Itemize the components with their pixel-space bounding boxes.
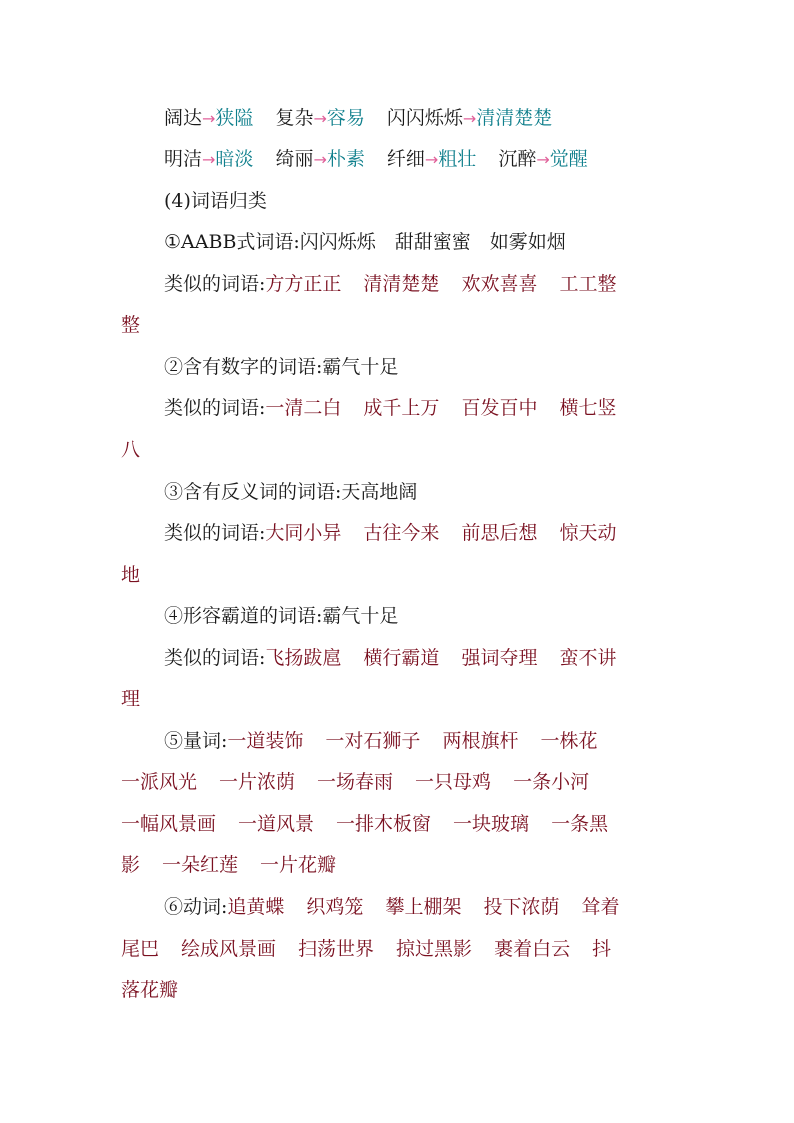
similar-word: 方方正正: [265, 273, 342, 295]
section-3-wrap: [121, 563, 681, 587]
measure-word: 一派风光: [121, 771, 198, 793]
word: 明洁: [164, 148, 203, 170]
measure-word: 一只母鸡: [415, 771, 492, 793]
similar-word: 大同小异: [265, 522, 342, 544]
similar-word: 蛮不讲: [559, 647, 617, 669]
similar-word: 横七竖: [559, 397, 617, 419]
measure-word: 一朵红莲: [162, 854, 239, 876]
section-2-similar: [164, 396, 684, 420]
similar-label: 类似的词语:: [164, 397, 266, 419]
similar-word: 前思后想: [461, 522, 538, 544]
measure-label: ⑤量词:: [164, 730, 228, 752]
antonym-word: 清清楚楚: [476, 107, 553, 129]
measure-word: 一排木板窗: [336, 813, 432, 835]
arrow-icon: →: [424, 150, 439, 169]
antonym-word: 容易: [326, 107, 365, 129]
verb-phrase: 落花瓣: [121, 979, 179, 1001]
section-4-similar: [164, 646, 684, 670]
similar-label: 类似的词语:: [164, 522, 266, 544]
similar-word-tail: 理: [121, 688, 141, 710]
verb-phrase: 绘成风景画: [181, 938, 277, 960]
word: 沉醉: [498, 148, 537, 170]
verb-phrase: 攀上棚架: [385, 896, 462, 918]
similar-word-tail: 地: [121, 564, 141, 586]
antonym-line-2: [164, 147, 684, 172]
section-2-title: ②含有数字的词语:霸气十足: [164, 356, 399, 378]
similar-label: 类似的词语:: [164, 273, 266, 295]
measure-word: 一道装饰: [227, 730, 304, 752]
arrow-icon: →: [462, 109, 477, 128]
verb-phrase: 尾巴: [121, 938, 160, 960]
antonym-word: 暗淡: [215, 148, 254, 170]
similar-word: 飞扬跋扈: [265, 647, 342, 669]
similar-word: 成千上万: [363, 397, 440, 419]
antonym-line-1: [164, 106, 684, 131]
arrow-icon: →: [313, 109, 327, 128]
section-1-similar: [164, 272, 684, 296]
word: 绮丽: [275, 148, 314, 170]
similar-word: 欢欢喜喜: [461, 273, 538, 295]
measure-line-3: [121, 812, 681, 836]
verb-phrase: 耸着: [581, 896, 620, 918]
section-heading: (4)词语归类: [164, 190, 267, 212]
section-2-wrap: [121, 438, 681, 462]
section-3-similar: [164, 521, 684, 545]
measure-word: 两根旗杆: [442, 730, 519, 752]
section-1-title: ①AABB式词语:闪闪烁烁 甜甜蜜蜜 如雾如烟: [164, 231, 566, 253]
similar-word: 强词夺理: [461, 647, 538, 669]
similar-word-tail: 八: [121, 439, 141, 461]
verb-phrase: 扫荡世界: [298, 938, 375, 960]
similar-word: 横行霸道: [363, 647, 440, 669]
arrow-icon: →: [202, 150, 216, 169]
measure-word: 一片花瓣: [260, 854, 337, 876]
verb-phrase: 裹着白云: [494, 938, 571, 960]
verb-phrase: 掠过黑影: [396, 938, 473, 960]
verb-phrase: 投下浓荫: [483, 896, 560, 918]
section-1-wrap: [121, 313, 681, 337]
measure-word: 一条小河: [513, 771, 590, 793]
similar-word-tail: 整: [121, 314, 141, 336]
section-4-title: ④形容霸道的词语:霸气十足: [164, 605, 399, 627]
word: 阔达: [164, 107, 203, 129]
measure-word: 一块玻璃: [453, 813, 530, 835]
verb-line-1: [164, 895, 684, 919]
verb-line-3: [121, 978, 681, 1002]
section-4-wrap: [121, 687, 681, 711]
similar-word: 清清楚楚: [363, 273, 440, 295]
verb-line-2: [121, 937, 681, 961]
verb-phrase: 追黄蝶: [227, 896, 285, 918]
antonym-word: 狭隘: [215, 107, 254, 129]
word: 纤细: [386, 148, 425, 170]
measure-word: 一场春雨: [317, 771, 394, 793]
measure-word: 一对石狮子: [325, 730, 421, 752]
similar-word: 惊天动: [559, 522, 617, 544]
verb-label: ⑥动词:: [164, 896, 228, 918]
section-3-title: ③含有反义词的词语:天高地阔: [164, 481, 418, 503]
measure-line-2: [121, 770, 681, 794]
measure-word: 一株花: [540, 730, 598, 752]
verb-phrase: 织鸡笼: [306, 896, 364, 918]
word: 复杂: [275, 107, 314, 129]
arrow-icon: →: [536, 150, 550, 169]
similar-label: 类似的词语:: [164, 647, 266, 669]
similar-word: 古往今来: [363, 522, 440, 544]
similar-word: 百发百中: [461, 397, 538, 419]
measure-word: 一片浓荫: [219, 771, 296, 793]
arrow-icon: →: [313, 150, 327, 169]
antonym-word: 朴素: [326, 148, 365, 170]
measure-line-1: [164, 729, 684, 753]
measure-word: 一条黑: [551, 813, 609, 835]
antonym-word: 粗壮: [438, 148, 477, 170]
measure-word: 影: [121, 854, 141, 876]
arrow-icon: →: [202, 109, 216, 128]
measure-word: 一幅风景画: [121, 813, 217, 835]
similar-word: 一清二白: [265, 397, 342, 419]
measure-word: 一道风景: [238, 813, 315, 835]
verb-phrase: 抖: [592, 938, 612, 960]
similar-word: 工工整: [559, 273, 617, 295]
antonym-word: 觉醒: [549, 148, 588, 170]
measure-line-4: [121, 853, 681, 877]
word: 闪闪烁烁: [386, 107, 463, 129]
